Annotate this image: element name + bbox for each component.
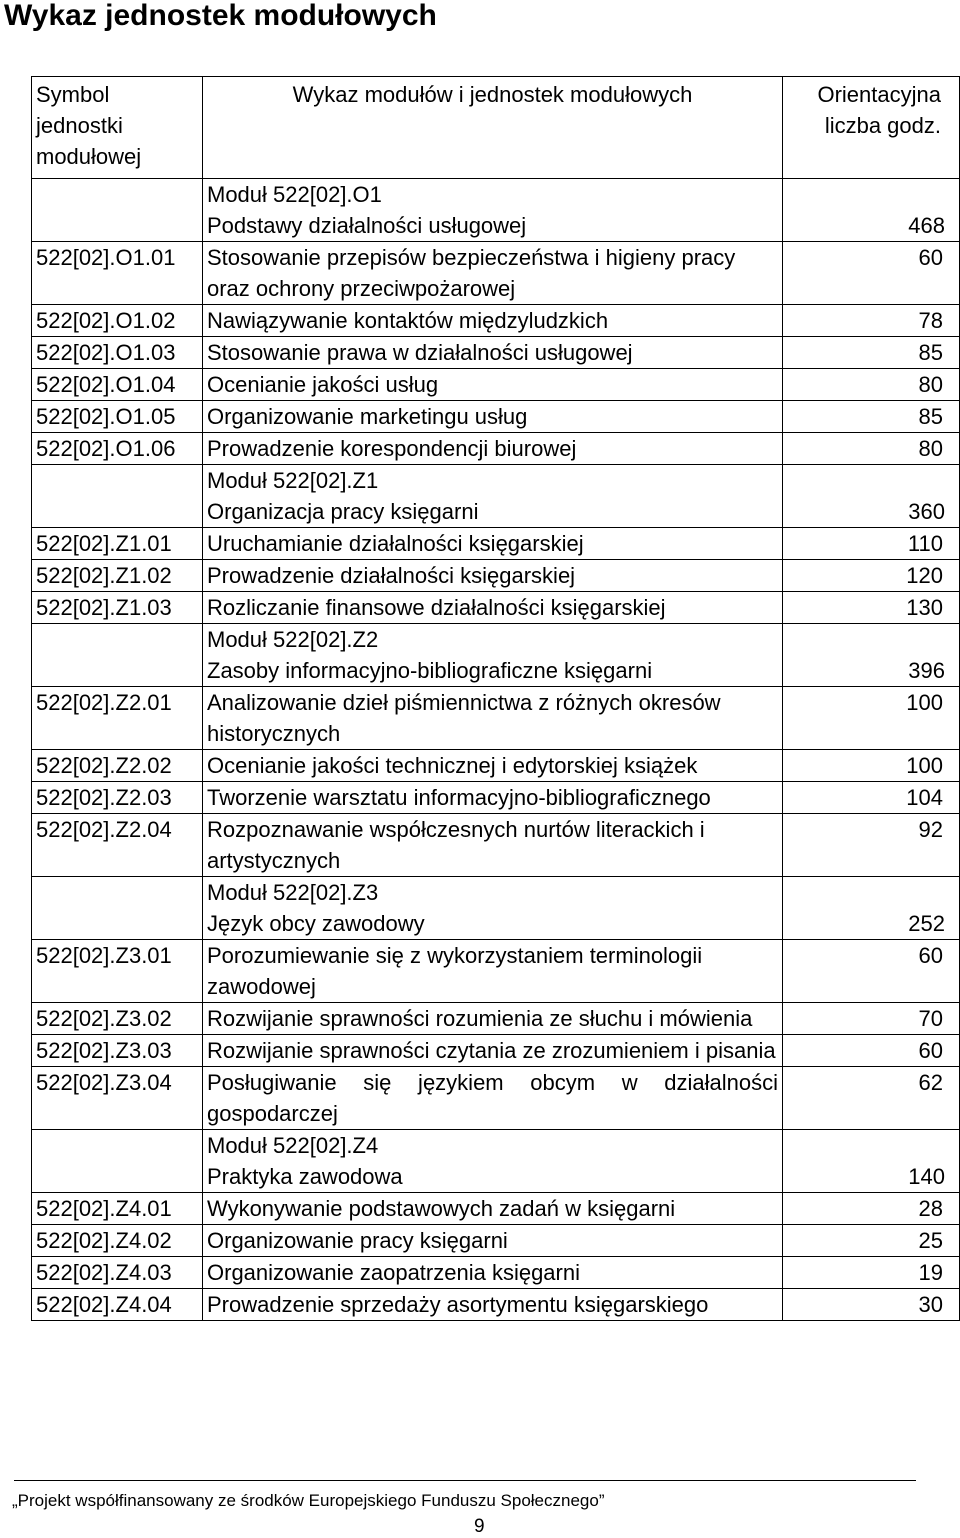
- unit-hours: 25: [783, 1225, 960, 1257]
- page-number: 9: [474, 1516, 485, 1537]
- unit-symbol: 522[02].Z4.02: [32, 1225, 203, 1257]
- unit-name: Organizowanie marketingu usług: [203, 401, 783, 433]
- module-row: [32, 624, 960, 687]
- unit-name: Nawiązywanie kontaktów międzyludzkich: [203, 305, 783, 337]
- module-title: Zasoby informacyjno-bibliograficzne księgarni: [207, 658, 653, 683]
- unit-name: Rozwijanie sprawności czytania ze zrozumieniem i pisania: [203, 1035, 783, 1067]
- unit-row: [32, 814, 960, 877]
- unit-row: [32, 1067, 960, 1130]
- unit-hours: 62: [783, 1067, 960, 1130]
- module-hours: 360: [783, 465, 960, 528]
- unit-row: [32, 1003, 960, 1035]
- unit-name: Stosowanie przepisów bezpieczeństwa i higieny pracy oraz ochrony przeciwpożarowej: [203, 242, 783, 305]
- unit-row: [32, 750, 960, 782]
- unit-symbol: 522[02].Z1.03: [32, 592, 203, 624]
- unit-row: [32, 1225, 960, 1257]
- unit-symbol: 522[02].O1.04: [32, 369, 203, 401]
- unit-row: [32, 1289, 960, 1321]
- unit-hours: 78: [783, 305, 960, 337]
- module-symbol-cell: [32, 1130, 203, 1193]
- page-title: Wykaz jednostek modułowych: [4, 0, 437, 32]
- unit-hours: 60: [783, 242, 960, 305]
- module-name-cell: [203, 624, 783, 687]
- unit-name: Posługiwanie się językiem obcym w działalności gospodarczej: [203, 1067, 783, 1130]
- unit-row: [32, 369, 960, 401]
- unit-name: Rozpoznawanie współczesnych nurtów literackich i artystycznych: [203, 814, 783, 877]
- unit-symbol: 522[02].Z2.04: [32, 814, 203, 877]
- unit-hours: 60: [783, 1035, 960, 1067]
- module-title: Praktyka zawodowa: [207, 1164, 403, 1189]
- unit-name: Tworzenie warsztatu informacyjno-bibliograficznego: [203, 782, 783, 814]
- module-row: [32, 465, 960, 528]
- unit-hours: 92: [783, 814, 960, 877]
- module-code: Moduł 522[02].O1: [207, 182, 382, 207]
- unit-row: [32, 1257, 960, 1289]
- module-row: [32, 179, 960, 242]
- unit-name: Rozliczanie finansowe działalności księgarskiej: [203, 592, 783, 624]
- module-row: [32, 1130, 960, 1193]
- unit-symbol: 522[02].Z3.03: [32, 1035, 203, 1067]
- module-hours: 396: [783, 624, 960, 687]
- unit-symbol: 522[02].Z3.04: [32, 1067, 203, 1130]
- module-symbol-cell: [32, 877, 203, 940]
- modules-table-body: [32, 77, 960, 1321]
- unit-name: Prowadzenie działalności księgarskiej: [203, 560, 783, 592]
- unit-hours: 30: [783, 1289, 960, 1321]
- unit-row: [32, 940, 960, 1003]
- unit-name: Organizowanie pracy księgarni: [203, 1225, 783, 1257]
- unit-name: Porozumiewanie się z wykorzystaniem terminologii zawodowej: [203, 940, 783, 1003]
- unit-symbol: 522[02].Z2.03: [32, 782, 203, 814]
- module-symbol-cell: [32, 179, 203, 242]
- unit-hours: 19: [783, 1257, 960, 1289]
- unit-symbol: 522[02].Z2.02: [32, 750, 203, 782]
- module-title: Podstawy działalności usługowej: [207, 213, 527, 238]
- module-hours: 140: [783, 1130, 960, 1193]
- module-symbol-cell: [32, 465, 203, 528]
- unit-row: [32, 560, 960, 592]
- unit-symbol: 522[02].Z4.03: [32, 1257, 203, 1289]
- module-name-cell: [203, 877, 783, 940]
- unit-name: Stosowanie prawa w działalności usługowej: [203, 337, 783, 369]
- unit-hours: 60: [783, 940, 960, 1003]
- unit-row: [32, 1035, 960, 1067]
- module-name-cell: [203, 465, 783, 528]
- module-code: Moduł 522[02].Z1: [207, 468, 379, 493]
- unit-name: Wykonywanie podstawowych zadań w księgarni: [203, 1193, 783, 1225]
- unit-row: [32, 687, 960, 750]
- module-title: Organizacja pracy księgarni: [207, 499, 479, 524]
- header-symbol: Symbol jednostki modułowej: [32, 77, 203, 179]
- unit-row: [32, 1193, 960, 1225]
- unit-hours: 28: [783, 1193, 960, 1225]
- module-code: Moduł 522[02].Z3: [207, 880, 379, 905]
- module-name-cell: [203, 1130, 783, 1193]
- unit-hours: 120: [783, 560, 960, 592]
- table-header-row: [32, 77, 960, 179]
- footer-divider: [14, 1480, 916, 1481]
- unit-row: [32, 305, 960, 337]
- unit-name: Organizowanie zaopatrzenia księgarni: [203, 1257, 783, 1289]
- unit-name: Analizowanie dzieł piśmiennictwa z różnych okresów historycznych: [203, 687, 783, 750]
- unit-row: [32, 433, 960, 465]
- unit-hours: 80: [783, 433, 960, 465]
- unit-row: [32, 528, 960, 560]
- unit-symbol: 522[02].Z1.01: [32, 528, 203, 560]
- unit-name: Ocenianie jakości technicznej i edytorskiej książek: [203, 750, 783, 782]
- unit-hours: 85: [783, 337, 960, 369]
- unit-symbol: 522[02].O1.02: [32, 305, 203, 337]
- modules-table: [31, 76, 960, 1321]
- unit-row: [32, 592, 960, 624]
- unit-symbol: 522[02].Z4.01: [32, 1193, 203, 1225]
- module-title: Język obcy zawodowy: [207, 911, 425, 936]
- unit-hours: 110: [783, 528, 960, 560]
- unit-row: [32, 401, 960, 433]
- module-code: Moduł 522[02].Z2: [207, 627, 379, 652]
- unit-row: [32, 242, 960, 305]
- unit-symbol: 522[02].Z1.02: [32, 560, 203, 592]
- header-name: Wykaz modułów i jednostek modułowych: [203, 77, 783, 179]
- unit-row: [32, 782, 960, 814]
- unit-symbol: 522[02].Z3.01: [32, 940, 203, 1003]
- module-name-cell: [203, 179, 783, 242]
- module-symbol-cell: [32, 624, 203, 687]
- module-hours: 468: [783, 179, 960, 242]
- module-row: [32, 877, 960, 940]
- unit-name: Prowadzenie korespondencji biurowej: [203, 433, 783, 465]
- unit-hours: 104: [783, 782, 960, 814]
- header-hours: Orientacyjna liczba godz.: [783, 77, 960, 179]
- unit-symbol: 522[02].O1.05: [32, 401, 203, 433]
- unit-hours: 80: [783, 369, 960, 401]
- unit-name: Ocenianie jakości usług: [203, 369, 783, 401]
- module-code: Moduł 522[02].Z4: [207, 1133, 379, 1158]
- unit-symbol: 522[02].Z3.02: [32, 1003, 203, 1035]
- unit-hours: 100: [783, 687, 960, 750]
- unit-hours: 85: [783, 401, 960, 433]
- unit-symbol: 522[02].O1.03: [32, 337, 203, 369]
- module-hours: 252: [783, 877, 960, 940]
- unit-hours: 70: [783, 1003, 960, 1035]
- unit-name: Rozwijanie sprawności rozumienia ze słuchu i mówienia: [203, 1003, 783, 1035]
- unit-symbol: 522[02].O1.01: [32, 242, 203, 305]
- unit-symbol: 522[02].O1.06: [32, 433, 203, 465]
- unit-symbol: 522[02].Z4.04: [32, 1289, 203, 1321]
- unit-name: Prowadzenie sprzedaży asortymentu księgarskiego: [203, 1289, 783, 1321]
- unit-name: Uruchamianie działalności księgarskiej: [203, 528, 783, 560]
- unit-symbol: 522[02].Z2.01: [32, 687, 203, 750]
- unit-hours: 130: [783, 592, 960, 624]
- unit-hours: 100: [783, 750, 960, 782]
- unit-row: [32, 337, 960, 369]
- footer-note: „Projekt współfinansowany ze środków Europejskiego Funduszu Społecznego”: [12, 1491, 605, 1510]
